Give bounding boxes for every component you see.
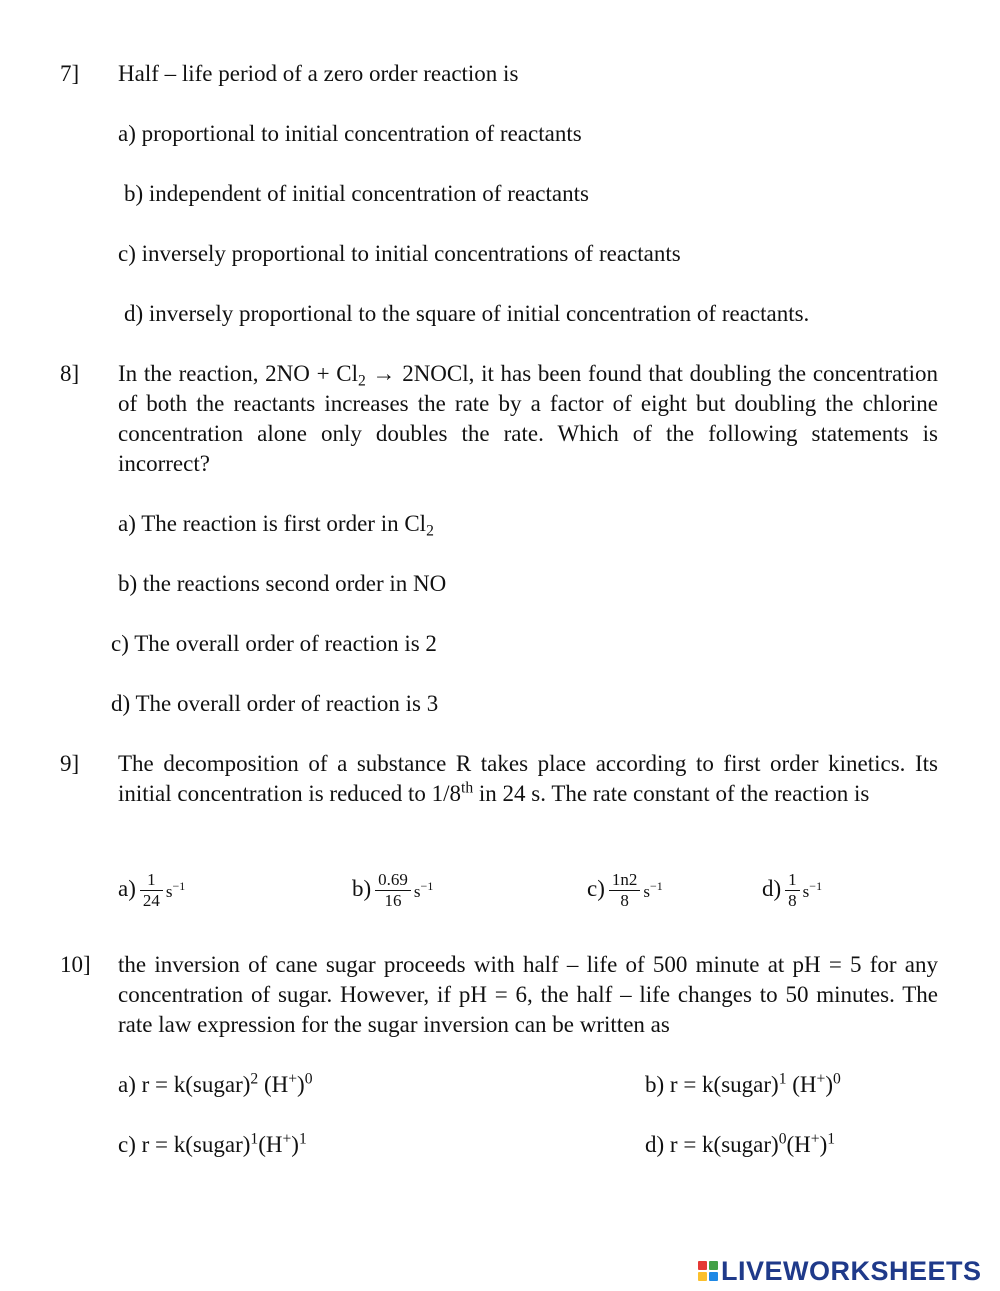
question-7-option-b: b) independent of initial concentration of reactants (124, 181, 589, 206)
question-7-text: Half – life period of a zero order reaction is (118, 61, 519, 86)
question-10-option-c: c) $r = k(sugar)^1(H^+)^1$ (118, 1130, 307, 1157)
question-9-option-c: c) $\frac{1n2}{8}$ $s^{-1}$ (587, 870, 663, 910)
question-9-option-d: d) $\frac{1}{8}$ $s^{-1}$ (762, 870, 823, 910)
question-9-option-b: b) $\frac{0.69}{16}$ $s^{-1}$ (352, 870, 434, 910)
question-8-option-b: b) the reactions second order in NO (118, 571, 447, 596)
question-7-option-d: d) inversely proportional to the square of initial concentration of reactants. (124, 301, 810, 326)
question-10-option-a: a) r = k(sugar)$^2$ $(H^+)^0$ (118, 1070, 313, 1097)
question-8-option-c: c) The overall order of reaction is 2 (111, 631, 437, 656)
liveworksheets-logo[interactable] (698, 1257, 982, 1285)
liveworksheets-mark-icon (698, 1261, 718, 1281)
question-8-option-a: a) The reaction is first order in $Cl_2$ (118, 511, 434, 540)
question-8-number: 8] (60, 361, 80, 386)
question-10-option-b: b) r = k(sugar)$^1$ $(H^+)^0$ (645, 1070, 841, 1097)
question-9-text: The decomposition of a substance R takes place according to first order kinetics. Its initial concentration is reduced to 1/8th in 24 s. The rate constant of the reaction is (118, 751, 938, 806)
question-9-number: 9] (60, 751, 80, 776)
question-7-number: 7] (60, 61, 80, 86)
question-8-text: In the reaction, $2NO + Cl_2$ → 2NOCl, it has been found that doubling the concentration of both the reactants increases the rate by a factor of eight but doubling the chlorine concentration alone only doubles the rate. Which of the following statements is incorrect? (118, 361, 939, 476)
question-9-option-a: a) $\frac{1}{24}$ $s^{-1}$ (118, 870, 186, 910)
question-7-option-c: c) inversely proportional to initial concentrations of reactants (118, 241, 681, 266)
question-10-option-d: d) $r = k(sugar)^0(H^+)^1$ (645, 1130, 836, 1157)
question-10-number: 10] (60, 952, 91, 977)
question-8-option-d: d) The overall order of reaction is 3 (111, 691, 439, 716)
question-10-text: the inversion of cane sugar proceeds with half – life of 500 minute at pH = 5 for any concentration of sugar. However, if pH = 6, the half – life changes to 50 minutes. The rate law expression for the sugar inversion can be written as (118, 952, 938, 1037)
question-7-option-a: a) proportional to initial concentration of reactants (118, 121, 582, 146)
liveworksheets-brand-text: LIVEWORKSHEETS (721, 1255, 982, 1286)
